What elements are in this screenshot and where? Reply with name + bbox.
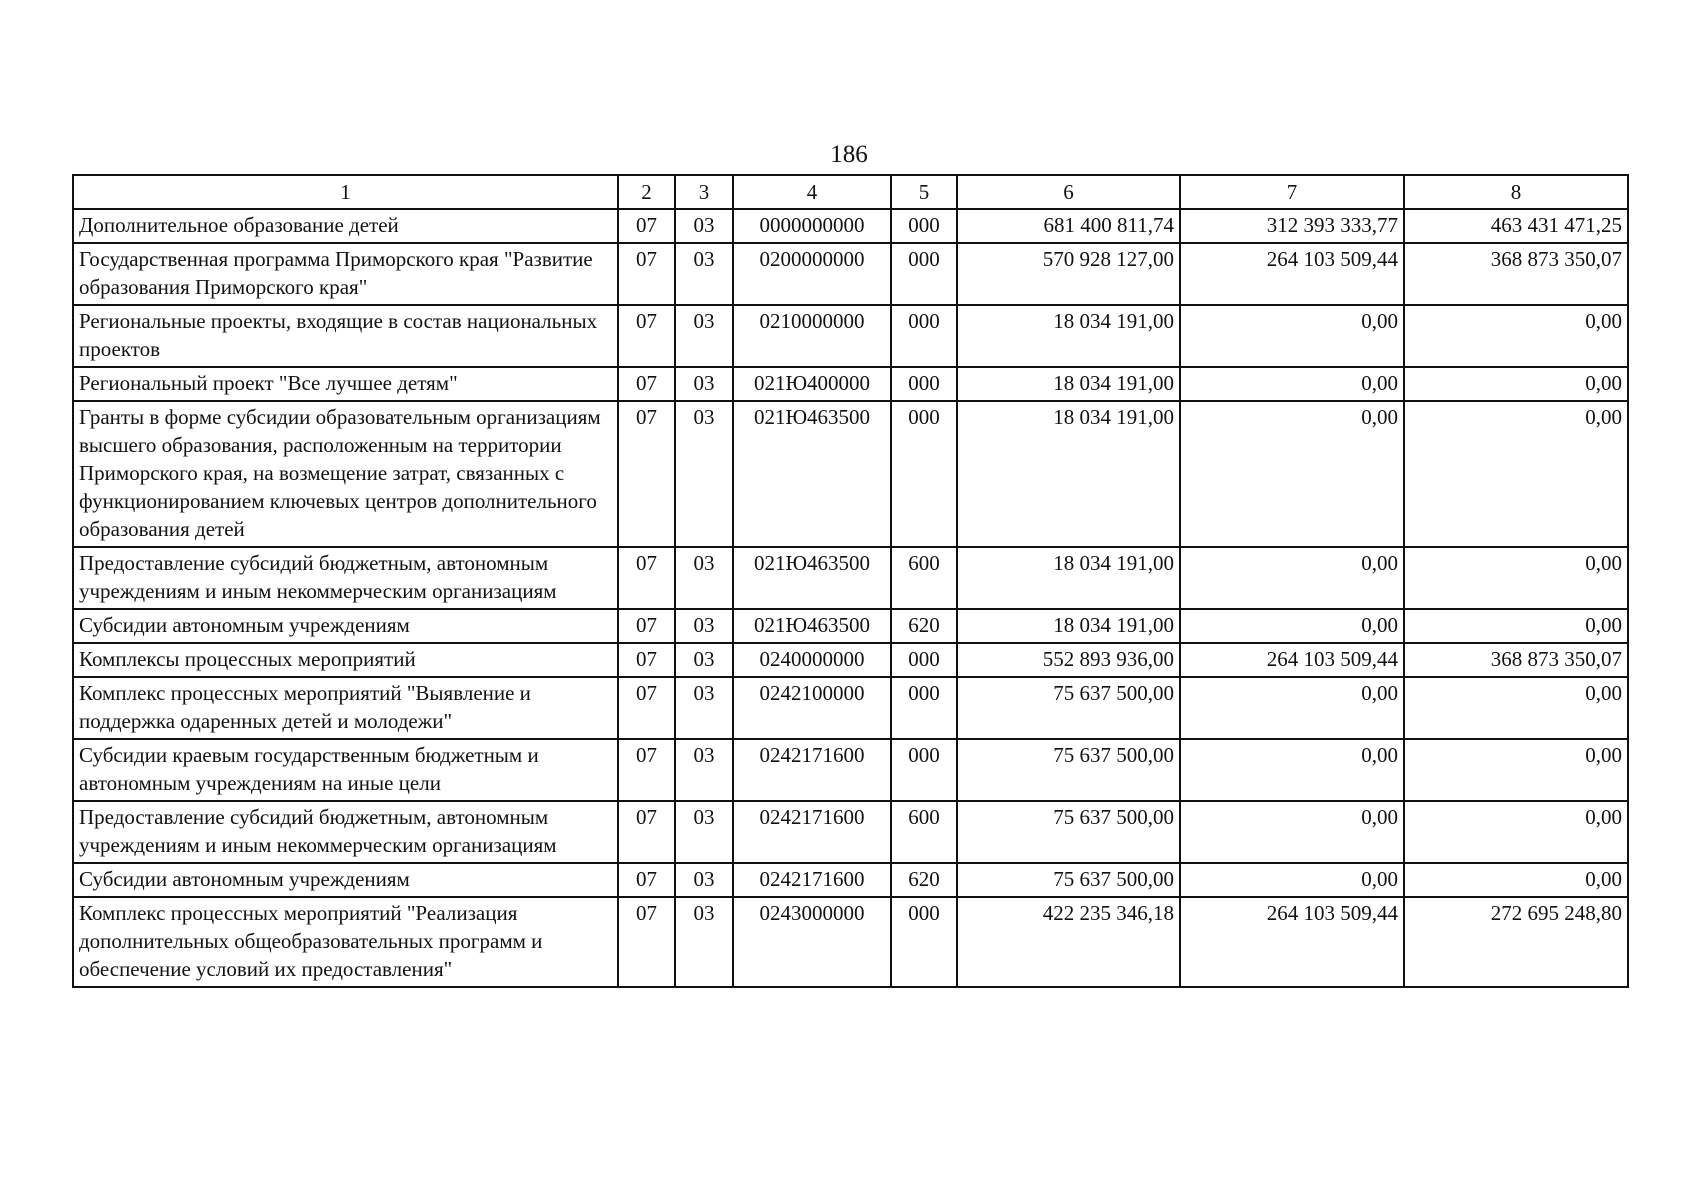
column-header: 8 [1404,175,1628,209]
section-code-cell: 07 [618,547,675,609]
subsection-code-cell: 03 [675,609,733,643]
row-name-cell: Региональные проекты, входящие в состав национальных проектов [73,305,618,367]
expense-type-cell: 000 [891,305,957,367]
section-code-cell: 07 [618,739,675,801]
expense-type-cell: 000 [891,209,957,243]
row-name-cell: Предоставление субсидий бюджетным, автономным учреждениям и иным некоммерческим организациям [73,801,618,863]
amount-cell: 75 637 500,00 [957,677,1180,739]
amount-cell: 0,00 [1404,367,1628,401]
table-row [73,863,1628,897]
section-code-cell: 07 [618,897,675,987]
expense-type-cell: 000 [891,367,957,401]
target-article-cell: 0243000000 [733,897,891,987]
row-name-cell: Субсидии автономным учреждениям [73,609,618,643]
expense-type-cell: 620 [891,609,957,643]
amount-cell: 0,00 [1404,305,1628,367]
amount-cell: 18 034 191,00 [957,305,1180,367]
amount-cell: 0,00 [1180,739,1404,801]
table-row [73,305,1628,367]
section-code-cell: 07 [618,401,675,547]
target-article-cell: 021Ю463500 [733,609,891,643]
column-header: 1 [73,175,618,209]
amount-cell: 18 034 191,00 [957,609,1180,643]
amount-cell: 0,00 [1404,547,1628,609]
column-header: 5 [891,175,957,209]
row-name-cell: Гранты в форме субсидии образовательным организациям высшего образования, расположенным на территории Приморского края, на возмещение затрат, связанных с функционированием ключевых центров дополнительного образования детей [73,401,618,547]
target-article-cell: 021Ю400000 [733,367,891,401]
amount-cell: 463 431 471,25 [1404,209,1628,243]
subsection-code-cell: 03 [675,305,733,367]
amount-cell: 18 034 191,00 [957,367,1180,401]
expense-type-cell: 620 [891,863,957,897]
expense-type-cell: 600 [891,801,957,863]
target-article-cell: 0210000000 [733,305,891,367]
section-code-cell: 07 [618,801,675,863]
table-row [73,401,1628,547]
target-article-cell: 0242171600 [733,739,891,801]
target-article-cell: 0240000000 [733,643,891,677]
amount-cell: 681 400 811,74 [957,209,1180,243]
amount-cell: 75 637 500,00 [957,863,1180,897]
amount-cell: 264 103 509,44 [1180,243,1404,305]
budget-table [72,174,1629,988]
section-code-cell: 07 [618,243,675,305]
amount-cell: 0,00 [1180,367,1404,401]
expense-type-cell: 000 [891,897,957,987]
amount-cell: 0,00 [1404,401,1628,547]
target-article-cell: 0000000000 [733,209,891,243]
subsection-code-cell: 03 [675,401,733,547]
subsection-code-cell: 03 [675,243,733,305]
amount-cell: 552 893 936,00 [957,643,1180,677]
amount-cell: 75 637 500,00 [957,739,1180,801]
column-header: 2 [618,175,675,209]
row-name-cell: Субсидии автономным учреждениям [73,863,618,897]
subsection-code-cell: 03 [675,863,733,897]
section-code-cell: 07 [618,209,675,243]
row-name-cell: Комплекс процессных мероприятий "Реализация дополнительных общеобразовательных программ и обеспечение условий их предоставления" [73,897,618,987]
expense-type-cell: 000 [891,643,957,677]
amount-cell: 570 928 127,00 [957,243,1180,305]
row-name-cell: Субсидии краевым государственным бюджетным и автономным учреждениям на иные цели [73,739,618,801]
expense-type-cell: 000 [891,243,957,305]
amount-cell: 0,00 [1180,677,1404,739]
amount-cell: 0,00 [1404,801,1628,863]
section-code-cell: 07 [618,677,675,739]
amount-cell: 264 103 509,44 [1180,897,1404,987]
subsection-code-cell: 03 [675,209,733,243]
row-name-cell: Региональный проект "Все лучшее детям" [73,367,618,401]
row-name-cell: Комплекс процессных мероприятий "Выявление и поддержка одаренных детей и молодежи" [73,677,618,739]
column-header: 7 [1180,175,1404,209]
amount-cell: 18 034 191,00 [957,401,1180,547]
section-code-cell: 07 [618,367,675,401]
column-header: 4 [733,175,891,209]
section-code-cell: 07 [618,609,675,643]
column-header: 6 [957,175,1180,209]
subsection-code-cell: 03 [675,801,733,863]
target-article-cell: 0242171600 [733,801,891,863]
subsection-code-cell: 03 [675,739,733,801]
amount-cell: 0,00 [1180,609,1404,643]
amount-cell: 75 637 500,00 [957,801,1180,863]
amount-cell: 0,00 [1180,305,1404,367]
row-name-cell: Комплексы процессных мероприятий [73,643,618,677]
table-row [73,367,1628,401]
amount-cell: 0,00 [1180,547,1404,609]
amount-cell: 0,00 [1404,863,1628,897]
table-row [73,243,1628,305]
expense-type-cell: 000 [891,677,957,739]
table-row [73,609,1628,643]
amount-cell: 422 235 346,18 [957,897,1180,987]
section-code-cell: 07 [618,305,675,367]
table-body [73,209,1628,987]
amount-cell: 18 034 191,00 [957,547,1180,609]
amount-cell: 0,00 [1180,401,1404,547]
section-code-cell: 07 [618,643,675,677]
amount-cell: 0,00 [1404,677,1628,739]
amount-cell: 264 103 509,44 [1180,643,1404,677]
header-row [73,175,1628,209]
target-article-cell: 021Ю463500 [733,547,891,609]
subsection-code-cell: 03 [675,897,733,987]
amount-cell: 272 695 248,80 [1404,897,1628,987]
subsection-code-cell: 03 [675,367,733,401]
row-name-cell: Предоставление субсидий бюджетным, автономным учреждениям и иным некоммерческим организациям [73,547,618,609]
subsection-code-cell: 03 [675,547,733,609]
table-row [73,677,1628,739]
table-row [73,739,1628,801]
subsection-code-cell: 03 [675,643,733,677]
subsection-code-cell: 03 [675,677,733,739]
amount-cell: 0,00 [1404,739,1628,801]
column-header: 3 [675,175,733,209]
page-number: 186 [830,141,868,168]
amount-cell: 368 873 350,07 [1404,243,1628,305]
expense-type-cell: 000 [891,739,957,801]
table-row [73,897,1628,987]
row-name-cell: Дополнительное образование детей [73,209,618,243]
target-article-cell: 021Ю463500 [733,401,891,547]
amount-cell: 0,00 [1180,801,1404,863]
table-row [73,801,1628,863]
expense-type-cell: 000 [891,401,957,547]
table-row [73,547,1628,609]
amount-cell: 0,00 [1180,863,1404,897]
target-article-cell: 0200000000 [733,243,891,305]
target-article-cell: 0242171600 [733,863,891,897]
table-row [73,643,1628,677]
table-row [73,209,1628,243]
amount-cell: 0,00 [1404,609,1628,643]
amount-cell: 312 393 333,77 [1180,209,1404,243]
row-name-cell: Государственная программа Приморского края "Развитие образования Приморского края" [73,243,618,305]
section-code-cell: 07 [618,863,675,897]
target-article-cell: 0242100000 [733,677,891,739]
amount-cell: 368 873 350,07 [1404,643,1628,677]
expense-type-cell: 600 [891,547,957,609]
